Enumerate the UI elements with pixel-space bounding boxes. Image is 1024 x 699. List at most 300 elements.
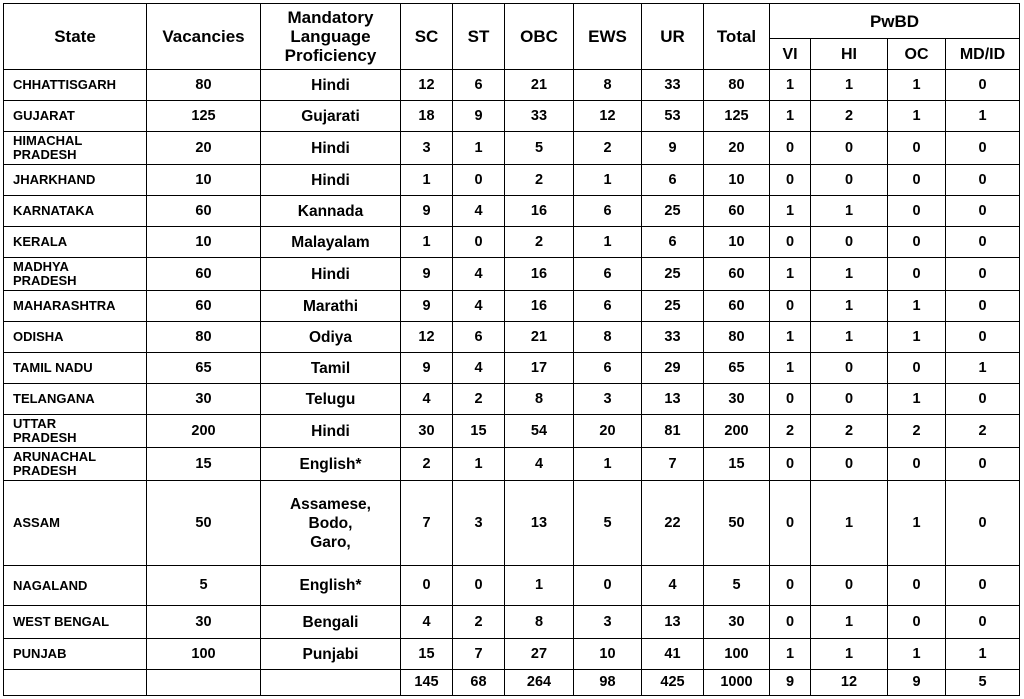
hi-cell: 1 (811, 196, 888, 227)
language-cell (261, 165, 401, 196)
sc-cell: 18 (401, 101, 453, 132)
language-cell (261, 132, 401, 165)
table-row (4, 639, 1020, 670)
ur-cell: 53 (642, 101, 704, 132)
total-cell: 60 (704, 258, 770, 291)
sc-cell: 0 (401, 566, 453, 606)
mdid-cell: 0 (946, 291, 1020, 322)
vi-cell: 1 (770, 196, 811, 227)
total-cell: 200 (704, 415, 770, 448)
oc-cell: 0 (888, 196, 946, 227)
ur-cell: 81 (642, 415, 704, 448)
state-name-line: PRADESH (13, 430, 77, 445)
mdid-cell: 2 (946, 415, 1020, 448)
total-cell: 100 (704, 639, 770, 670)
header-language-line: Mandatory (287, 8, 374, 27)
total-state-cell (4, 670, 147, 696)
st-cell: 1 (453, 132, 505, 165)
hi-cell: 1 (811, 258, 888, 291)
ews-cell: 6 (574, 258, 642, 291)
oc-cell: 1 (888, 384, 946, 415)
language-line: Kannada (297, 202, 364, 220)
obc-cell: 16 (505, 291, 574, 322)
vi-cell: 0 (770, 227, 811, 258)
total-cell: 15 (704, 448, 770, 481)
oc-cell: 1 (888, 322, 946, 353)
obc-cell: 54 (505, 415, 574, 448)
vacancies-cell: 125 (147, 101, 261, 132)
oc-cell: 0 (888, 165, 946, 196)
total-cell: 80 (704, 70, 770, 101)
oc-cell: 0 (888, 132, 946, 165)
vi-cell: 2 (770, 415, 811, 448)
language-line: Tamil (310, 359, 351, 377)
hi-cell: 1 (811, 322, 888, 353)
state-cell (4, 258, 147, 291)
header-language-line: Language (290, 27, 371, 46)
language-cell (261, 481, 401, 566)
obc-cell: 2 (505, 165, 574, 196)
total-cell: 20 (704, 132, 770, 165)
vacancies-cell: 30 (147, 606, 261, 639)
total-cell: 10 (704, 165, 770, 196)
mdid-cell: 1 (946, 353, 1020, 384)
mdid-cell: 0 (946, 384, 1020, 415)
ews-cell: 2 (574, 132, 642, 165)
ur-cell: 6 (642, 227, 704, 258)
vi-cell: 0 (770, 165, 811, 196)
oc-cell: 1 (888, 291, 946, 322)
total-cell: 30 (704, 606, 770, 639)
language-line: Telugu (305, 390, 356, 408)
language-line: Marathi (302, 297, 359, 315)
total-cell: 5 (704, 566, 770, 606)
vacancies-cell: 50 (147, 481, 261, 566)
language-cell (261, 291, 401, 322)
sc-cell: 7 (401, 481, 453, 566)
state-cell (4, 196, 147, 227)
language-line: Hindi (311, 422, 350, 440)
vi-cell: 0 (770, 384, 811, 415)
language-cell (261, 353, 401, 384)
language-line: Hindi (311, 265, 350, 283)
st-cell: 0 (453, 165, 505, 196)
state-cell (4, 384, 147, 415)
header-vi: VI (770, 39, 811, 70)
total-cell: 60 (704, 196, 770, 227)
language-line: English* (299, 455, 362, 473)
ur-cell: 13 (642, 606, 704, 639)
total-cell: 125 (704, 101, 770, 132)
total-cell: 10 (704, 227, 770, 258)
oc-cell: 0 (888, 606, 946, 639)
state-cell (4, 165, 147, 196)
vacancies-cell: 200 (147, 415, 261, 448)
state-name-line: HIMACHAL (13, 133, 83, 148)
obc-cell: 13 (505, 481, 574, 566)
header-state: State (4, 4, 147, 70)
st-cell: 3 (453, 481, 505, 566)
state-name-line: TELANGANA (13, 391, 95, 406)
ews-cell: 3 (574, 606, 642, 639)
language-cell (261, 227, 401, 258)
language-line: Hindi (311, 76, 350, 94)
st-cell: 6 (453, 70, 505, 101)
table-row (4, 291, 1020, 322)
table-header (4, 4, 1020, 70)
total-cell: 65 (704, 353, 770, 384)
ews-cell: 1 (574, 448, 642, 481)
ews-cell: 8 (574, 70, 642, 101)
vi-cell: 1 (770, 258, 811, 291)
header-md-id: MD/ID (946, 39, 1020, 70)
st-cell: 4 (453, 291, 505, 322)
total-ur-cell: 425 (642, 670, 704, 696)
ur-cell: 41 (642, 639, 704, 670)
state-name-line: PUNJAB (13, 646, 67, 661)
ur-cell: 7 (642, 448, 704, 481)
vacancies-cell: 65 (147, 353, 261, 384)
language-cell (261, 639, 401, 670)
language-cell (261, 566, 401, 606)
state-name-line: ODISHA (13, 329, 64, 344)
oc-cell: 1 (888, 101, 946, 132)
language-cell (261, 258, 401, 291)
table-row (4, 70, 1020, 101)
sc-cell: 12 (401, 322, 453, 353)
state-cell (4, 353, 147, 384)
vacancies-cell: 10 (147, 227, 261, 258)
sc-cell: 9 (401, 291, 453, 322)
language-line: Gujarati (301, 107, 360, 125)
st-cell: 0 (453, 566, 505, 606)
state-cell (4, 70, 147, 101)
vi-cell: 0 (770, 291, 811, 322)
total-cell: 80 (704, 322, 770, 353)
sc-cell: 2 (401, 448, 453, 481)
mdid-cell: 0 (946, 606, 1020, 639)
total-cell: 30 (704, 384, 770, 415)
st-cell: 4 (453, 196, 505, 227)
mdid-cell: 0 (946, 70, 1020, 101)
ur-cell: 33 (642, 70, 704, 101)
language-line: Malayalam (291, 233, 370, 251)
state-name-line: ARUNACHAL (13, 449, 97, 464)
state-name-line: KARNATAKA (13, 203, 95, 218)
oc-cell: 0 (888, 258, 946, 291)
language-line: Garo, (310, 533, 351, 551)
total-ews-cell: 98 (574, 670, 642, 696)
vi-cell: 1 (770, 353, 811, 384)
ews-cell: 6 (574, 196, 642, 227)
table-row (4, 353, 1020, 384)
mdid-cell: 0 (946, 566, 1020, 606)
state-name-line: PRADESH (13, 463, 77, 478)
vi-cell: 1 (770, 101, 811, 132)
language-line: Bodo, (308, 514, 353, 532)
sc-cell: 4 (401, 384, 453, 415)
mdid-cell: 1 (946, 639, 1020, 670)
obc-cell: 21 (505, 70, 574, 101)
hi-cell: 0 (811, 132, 888, 165)
vi-cell: 1 (770, 639, 811, 670)
mdid-cell: 1 (946, 101, 1020, 132)
state-cell (4, 227, 147, 258)
state-name-line: ASSAM (13, 515, 60, 530)
state-cell (4, 101, 147, 132)
obc-cell: 33 (505, 101, 574, 132)
state-name-line: JHARKHAND (13, 172, 96, 187)
hi-cell: 0 (811, 165, 888, 196)
ur-cell: 29 (642, 353, 704, 384)
hi-cell: 1 (811, 606, 888, 639)
table-row (4, 258, 1020, 291)
sc-cell: 4 (401, 606, 453, 639)
total-hi-cell: 12 (811, 670, 888, 696)
obc-cell: 2 (505, 227, 574, 258)
language-line: English* (299, 577, 362, 594)
ur-cell: 33 (642, 322, 704, 353)
table-row (4, 448, 1020, 481)
obc-cell: 8 (505, 606, 574, 639)
total-st-cell: 68 (453, 670, 505, 696)
ur-cell: 6 (642, 165, 704, 196)
sc-cell: 9 (401, 353, 453, 384)
oc-cell: 1 (888, 481, 946, 566)
mdid-cell: 0 (946, 227, 1020, 258)
table-row (4, 415, 1020, 448)
language-cell (261, 448, 401, 481)
table-row (4, 322, 1020, 353)
table-row (4, 132, 1020, 165)
oc-cell: 0 (888, 566, 946, 606)
vi-cell: 0 (770, 132, 811, 165)
vacancies-cell: 10 (147, 165, 261, 196)
obc-cell: 17 (505, 353, 574, 384)
mdid-cell: 0 (946, 132, 1020, 165)
vacancies-cell: 80 (147, 322, 261, 353)
table-row (4, 606, 1020, 639)
mdid-cell: 0 (946, 165, 1020, 196)
mdid-cell: 0 (946, 258, 1020, 291)
state-cell (4, 606, 147, 639)
oc-cell: 0 (888, 353, 946, 384)
language-line: Bengali (302, 613, 359, 631)
state-name-line: PRADESH (13, 147, 77, 162)
table-row (4, 101, 1020, 132)
ews-cell: 6 (574, 291, 642, 322)
total-sc-cell: 145 (401, 670, 453, 696)
sc-cell: 9 (401, 196, 453, 227)
header-oc: OC (888, 39, 946, 70)
language-cell (261, 415, 401, 448)
st-cell: 7 (453, 639, 505, 670)
oc-cell: 2 (888, 415, 946, 448)
ur-cell: 25 (642, 291, 704, 322)
header-st: ST (453, 4, 505, 70)
ur-cell: 25 (642, 258, 704, 291)
state-name-line: MAHARASHTRA (13, 298, 116, 313)
st-cell: 6 (453, 322, 505, 353)
state-cell (4, 566, 147, 606)
ur-cell: 22 (642, 481, 704, 566)
header-ews: EWS (574, 4, 642, 70)
sc-cell: 30 (401, 415, 453, 448)
ews-cell: 1 (574, 227, 642, 258)
st-cell: 4 (453, 353, 505, 384)
vacancies-cell: 80 (147, 70, 261, 101)
vi-cell: 0 (770, 481, 811, 566)
state-name-line: TAMIL NADU (13, 360, 93, 375)
hi-cell: 1 (811, 291, 888, 322)
language-cell (261, 384, 401, 415)
obc-cell: 16 (505, 196, 574, 227)
sc-cell: 12 (401, 70, 453, 101)
hi-cell: 1 (811, 639, 888, 670)
ews-cell: 8 (574, 322, 642, 353)
vi-cell: 0 (770, 448, 811, 481)
vacancies-cell: 5 (147, 566, 261, 606)
oc-cell: 1 (888, 639, 946, 670)
total-mdid-cell: 5 (946, 670, 1020, 696)
vi-cell: 1 (770, 70, 811, 101)
state-name-line: KERALA (13, 234, 68, 249)
ews-cell: 5 (574, 481, 642, 566)
vacancies-cell: 20 (147, 132, 261, 165)
state-cell (4, 132, 147, 165)
header-total: Total (704, 4, 770, 70)
vi-cell: 0 (770, 606, 811, 639)
table-row (4, 384, 1020, 415)
st-cell: 1 (453, 448, 505, 481)
ur-cell: 13 (642, 384, 704, 415)
header-pwbd: PwBD (770, 4, 1020, 39)
header-language-line: Proficiency (284, 46, 377, 65)
ur-cell: 9 (642, 132, 704, 165)
state-cell (4, 322, 147, 353)
language-line: Punjabi (302, 645, 359, 663)
hi-cell: 0 (811, 384, 888, 415)
st-cell: 2 (453, 606, 505, 639)
table-body (4, 70, 1020, 696)
hi-cell: 1 (811, 70, 888, 101)
header-vacancies: Vacancies (147, 4, 261, 70)
header-language (261, 4, 401, 70)
ews-cell: 12 (574, 101, 642, 132)
hi-cell: 0 (811, 227, 888, 258)
obc-cell: 8 (505, 384, 574, 415)
language-line: Hindi (311, 139, 350, 157)
state-name-line: GUJARAT (13, 108, 75, 123)
ur-cell: 25 (642, 196, 704, 227)
vacancy-table (3, 3, 1020, 696)
vacancies-cell: 15 (147, 448, 261, 481)
ews-cell: 20 (574, 415, 642, 448)
total-cell: 50 (704, 481, 770, 566)
language-line: Odiya (308, 328, 353, 346)
language-line: Hindi (311, 171, 350, 189)
sc-cell: 1 (401, 165, 453, 196)
obc-cell: 16 (505, 258, 574, 291)
totals-row (4, 670, 1020, 696)
language-line: Assamese, (289, 495, 371, 513)
mdid-cell: 0 (946, 481, 1020, 566)
vi-cell: 0 (770, 566, 811, 606)
ur-cell: 4 (642, 566, 704, 606)
total-obc-cell: 264 (505, 670, 574, 696)
st-cell: 9 (453, 101, 505, 132)
st-cell: 2 (453, 384, 505, 415)
language-cell (261, 101, 401, 132)
hi-cell: 0 (811, 448, 888, 481)
vacancies-cell: 30 (147, 384, 261, 415)
oc-cell: 0 (888, 227, 946, 258)
hi-cell: 1 (811, 481, 888, 566)
language-cell (261, 606, 401, 639)
hi-cell: 2 (811, 415, 888, 448)
language-cell (261, 322, 401, 353)
st-cell: 4 (453, 258, 505, 291)
mdid-cell: 0 (946, 322, 1020, 353)
ews-cell: 1 (574, 165, 642, 196)
state-name-line: UTTAR (13, 416, 57, 431)
table-row (4, 165, 1020, 196)
vacancies-cell: 100 (147, 639, 261, 670)
language-cell (261, 196, 401, 227)
language-cell (261, 70, 401, 101)
ews-cell: 10 (574, 639, 642, 670)
sc-cell: 15 (401, 639, 453, 670)
sc-cell: 9 (401, 258, 453, 291)
table-row (4, 566, 1020, 606)
hi-cell: 0 (811, 353, 888, 384)
vacancies-cell: 60 (147, 258, 261, 291)
ews-cell: 3 (574, 384, 642, 415)
obc-cell: 5 (505, 132, 574, 165)
mdid-cell: 0 (946, 448, 1020, 481)
st-cell: 0 (453, 227, 505, 258)
oc-cell: 0 (888, 448, 946, 481)
sc-cell: 1 (401, 227, 453, 258)
obc-cell: 27 (505, 639, 574, 670)
state-name-line: NAGALAND (13, 577, 88, 593)
vi-cell: 1 (770, 322, 811, 353)
total-oc-cell: 9 (888, 670, 946, 696)
header-hi: HI (811, 39, 888, 70)
ews-cell: 0 (574, 566, 642, 606)
state-cell (4, 481, 147, 566)
state-name-line: MADHYA (13, 259, 69, 274)
hi-cell: 0 (811, 566, 888, 606)
vacancies-cell: 60 (147, 291, 261, 322)
oc-cell: 1 (888, 70, 946, 101)
total-cell: 60 (704, 291, 770, 322)
table-row (4, 196, 1020, 227)
obc-cell: 1 (505, 566, 574, 606)
st-cell: 15 (453, 415, 505, 448)
state-cell (4, 448, 147, 481)
total-total-cell: 1000 (704, 670, 770, 696)
header-ur: UR (642, 4, 704, 70)
mdid-cell: 0 (946, 196, 1020, 227)
state-name-line: WEST BENGAL (13, 614, 110, 629)
sc-cell: 3 (401, 132, 453, 165)
header-obc: OBC (505, 4, 574, 70)
total-vi-cell: 9 (770, 670, 811, 696)
total-vacancies-cell (147, 670, 261, 696)
table-row (4, 227, 1020, 258)
state-cell (4, 291, 147, 322)
